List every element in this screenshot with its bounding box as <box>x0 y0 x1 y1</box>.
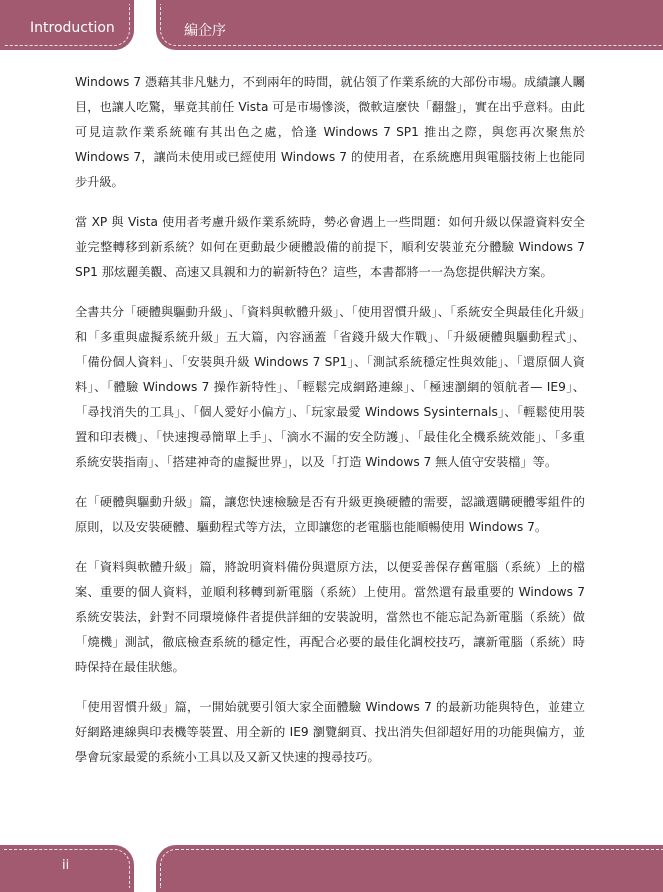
paragraph: 「使用習慣升級」篇，一開始就要引領大家全面體驗 Windows 7 的最新功能與特色，並建立好網路連線與印表機等裝置、用全新的 IE9 瀏覽網頁、找出消失但卻超好用的功能與偏方，並學會玩家最愛的系統小工具以及又新又快速的搜尋技巧。 <box>75 700 585 764</box>
paragraph: 當 XP 與 Vista 使用者考慮升級作業系統時，勢必會遇上一些問題：如何升級以保證資料安全並完整轉移到新系統？如何在更動最少硬體設備的前提下，順利安裝並充分體驗 Windows 7 SP1 那炫麗美觀、高速又具親和力的嶄新特色？這些，本書都將一一為您提供解決方案。 <box>75 215 585 279</box>
header-right-tab <box>156 0 663 50</box>
footer-right-tab <box>156 845 663 892</box>
page-number: ii <box>62 858 70 873</box>
paragraph: 在「資料與軟體升級」篇，將說明資料備份與還原方法，以便妥善保存舊電腦（系統）上的檔案、重要的個人資料，並順利移轉到新電腦（系統）上使用。當然還有最重要的 Windows 7 系統安裝法，針對不同環境條件者提供詳細的安裝說明，當然也不能忘記為新電腦（系統）做「燒機」測試，徹底檢查系統的穩定性，再配合必要的最佳化調校技巧，讓新電腦（系統）時時保持在最佳狀態。 <box>75 560 585 674</box>
paragraph: 全書共分「硬體與驅動升級」、「資料與軟體升級」、「使用習慣升級」、「系統安全與最佳化升級」和「多重與虛擬系統升級」五大篇，內容涵蓋「省錢升級大作戰」、「升級硬體與驅動程式」、「備份個人資料」、「安裝與升級 Windows 7 SP1」、「測試系統穩定性與效能」、「還原個人資料」、「體驗 Windows 7 操作新特性」、「輕鬆完成網路連線」、「極速瀏網的領航者— IE9」、「尋找消失的工具」、「個人愛好小偏方」、「玩家最愛 Windows Sysinternals」、「輕鬆使用裝置和印表機」、「快速搜尋簡單上手」、「滴水不漏的安全防護」、「最佳化全機系統效能」、「多重系統安裝指南」、「搭建神奇的虛擬世界」，以及「打造 Windows 7 無人值守安裝檔」等。 <box>75 305 585 469</box>
top-header-bar <box>0 0 663 50</box>
paragraph: Windows 7 憑藉其非凡魅力，不到兩年的時間，就佔領了作業系統的大部份市場。成績讓人矚目，也讓人吃驚，畢竟其前任 Vista 可是市場慘淡，微軟這麼快「翻盤」，實在出乎意料。由此可見這款作業系統確有其出色之處，恰逢 Windows 7 SP1 推出之際，與您再次聚焦於 Windows 7，讓尚未使用或已經使用 Windows 7 的使用者，在系統應用與電腦技術上也能同步升級。 <box>75 75 585 189</box>
chapter-label: 編企序 <box>184 23 226 39</box>
section-label: Introduction <box>30 20 115 36</box>
paragraph: 在「硬體與驅動升級」篇，讓您快速檢驗是否有升級更換硬體的需要，認識選購硬體零組件的原則，以及安裝硬體、驅動程式等方法，立即讓您的老電腦也能順暢使用 Windows 7。 <box>75 495 585 534</box>
body-text <box>75 70 585 785</box>
